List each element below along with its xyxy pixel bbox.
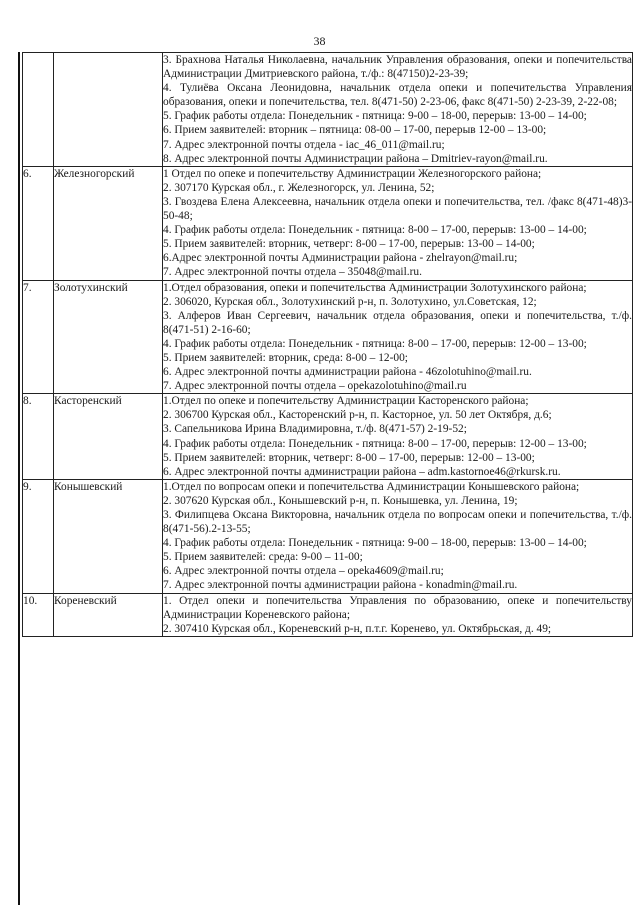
info-line: 1 Отдел по опеке и попечительству Администрации Железногорского района; bbox=[163, 167, 542, 180]
district-contact-info bbox=[163, 593, 633, 636]
table-row bbox=[23, 593, 633, 636]
table-body bbox=[23, 53, 633, 637]
info-line: 2. 306020, Курская обл., Золотухинский р-н, п. Золотухино, ул.Советская, 12; bbox=[163, 295, 537, 308]
district-contact-info bbox=[163, 280, 633, 394]
info-line: 2. 307620 Курская обл., Конышевский р-н, п. Конышевка, ул. Ленина, 19; bbox=[163, 494, 518, 507]
district-contact-info bbox=[163, 479, 633, 593]
info-line: 4. График работы отдела: Понедельник - пятница: 8-00 – 17-00, перерыв: 12-00 – 13-00; bbox=[163, 437, 587, 450]
table-row bbox=[23, 479, 633, 593]
row-number: 7. bbox=[23, 280, 54, 394]
info-line: 6. Адрес электронной почты администрации района - 46zolotuhino@mail.ru. bbox=[163, 366, 532, 379]
info-line: 1.Отдел по вопросам опеки и попечительства Администрации Конышевского района; bbox=[163, 480, 580, 493]
table-row bbox=[23, 53, 633, 167]
info-line: 2. 307410 Курская обл., Кореневский р-н, п.т.г. Коренево, ул. Октябрьская, д. 49; bbox=[163, 622, 552, 635]
info-line: 4. Тулиёва Оксана Леонидовна, начальник отдела опеки и попечительства Управления образования, опеки и попечительства, тел. 8(471-50) 2-23-06, факс 8(471-50) 2-23-39, 2-22-08; bbox=[163, 82, 632, 109]
info-line: 5. График работы отдела: Понедельник - пятница: 9-00 – 18-00, перерыв: 13-00 – 14-00; bbox=[163, 110, 587, 123]
district-contact-info bbox=[163, 53, 633, 167]
info-line: 4. График работы отдела: Понедельник - пятница: 9-00 – 18-00, перерыв: 13-00 – 14-00; bbox=[163, 537, 587, 550]
info-line: 3. Брахнова Наталья Николаевна, начальник Управления образования, опеки и попечительства Администрации Дмитриевского района, т./ф.: 8(47150)2-23-39; bbox=[163, 54, 632, 81]
info-line: 3. Гвоздева Елена Алексеевна, начальник отдела опеки и попечительства, тел. /факс 8(471-48)3-50-48; bbox=[163, 195, 632, 223]
page-number: 38 bbox=[313, 34, 326, 48]
district-name: Касторенский bbox=[54, 394, 163, 480]
info-line: 4. График работы отдела: Понедельник - пятница: 8-00 – 17-00, перерыв: 12-00 – 13-00; bbox=[163, 337, 587, 350]
info-line: 8. Адрес электронной почты Администрации района – Dmitriev-rayon@mail.ru. bbox=[163, 152, 548, 165]
district-name: Конышевский bbox=[54, 479, 163, 593]
info-line: 6. Прием заявителей: вторник – пятница: 08-00 – 17-00, перерыв 12-00 – 13-00; bbox=[163, 124, 547, 137]
info-line: 6. Адрес электронной почты отдела – opeka4609@mail.ru; bbox=[163, 565, 444, 578]
info-line: 1.Отдел по опеке и попечительству Администрации Касторенского района; bbox=[163, 395, 529, 408]
district-name bbox=[54, 53, 163, 167]
info-line: 1. Отдел опеки и попечительства Управления по образованию, опеке и попечительству Администрации Кореневского района; bbox=[163, 594, 632, 621]
row-number: 9. bbox=[23, 479, 54, 593]
district-contact-info bbox=[163, 394, 633, 480]
info-line: 2. 306700 Курская обл., Касторенский р-н, п. Касторное, ул. 50 лет Октября, д.6; bbox=[163, 409, 552, 422]
left-margin-line bbox=[18, 52, 20, 905]
info-line: 7. Адрес электронной почты отдела – 35048@mail.ru. bbox=[163, 266, 422, 279]
row-number bbox=[23, 53, 54, 167]
table-row bbox=[23, 166, 633, 280]
info-line: 1.Отдел образования, опеки и попечительства Администрации Золотухинского района; bbox=[163, 281, 587, 294]
row-number: 10. bbox=[23, 593, 54, 636]
table-row bbox=[23, 394, 633, 480]
info-line: 2. 307170 Курская обл., г. Железногорск, ул. Ленина, 52; bbox=[163, 181, 435, 194]
info-line: 7. Адрес электронной почты отдела – opekazolotuhino@mail.ru bbox=[163, 380, 467, 393]
info-line: 6. Адрес электронной почты администрации района – adm.kastornoe46@rkursk.ru. bbox=[163, 465, 561, 478]
info-line: 6.Адрес электронной почты Администрации района - zhelrayon@mail.ru; bbox=[163, 252, 518, 265]
info-line: 5. Прием заявителей: вторник, среда: 8-00 – 12-00; bbox=[163, 351, 408, 364]
row-number: 8. bbox=[23, 394, 54, 480]
info-line: 5. Прием заявителей: среда: 9-00 – 11-00; bbox=[163, 551, 363, 564]
info-line: 7. Адрес электронной почты администрации района - konadmin@mail.ru. bbox=[163, 579, 518, 592]
info-line: 4. График работы отдела: Понедельник - пятница: 8-00 – 17-00, перерыв: 13-00 – 14-00; bbox=[163, 224, 587, 237]
district-name: Золотухинский bbox=[54, 280, 163, 394]
info-line: 5. Прием заявителей: вторник, четверг: 8-00 – 17-00, перерыв: 13-00 – 14-00; bbox=[163, 238, 535, 251]
district-contact-info bbox=[163, 166, 633, 280]
info-line: 7. Адрес электронной почты отдела - iac_46_011@mail.ru; bbox=[163, 138, 445, 151]
district-name: Кореневский bbox=[54, 593, 163, 636]
info-line: 3. Филипцева Оксана Викторовна, начальник отдела по вопросам опеки и попечительства, т./ф. 8(471-56).2-13-55; bbox=[163, 509, 632, 536]
row-number: 6. bbox=[23, 166, 54, 280]
district-name: Железногорский bbox=[54, 166, 163, 280]
info-line: 3. Сапельникова Ирина Владимировна, т./ф. 8(471-57) 2-19-52; bbox=[163, 423, 467, 436]
table-row bbox=[23, 280, 633, 394]
info-line: 5. Прием заявителей: вторник, четверг: 8-00 – 17-00, перерыв: 12-00 – 13-00; bbox=[163, 451, 535, 464]
info-line: 3. Алферов Иван Сергеевич, начальник отдела образования, опеки и попечительства, т./ф. 8(471-51) 2-16-60; bbox=[163, 309, 632, 336]
guardianship-contacts-table bbox=[22, 52, 633, 637]
